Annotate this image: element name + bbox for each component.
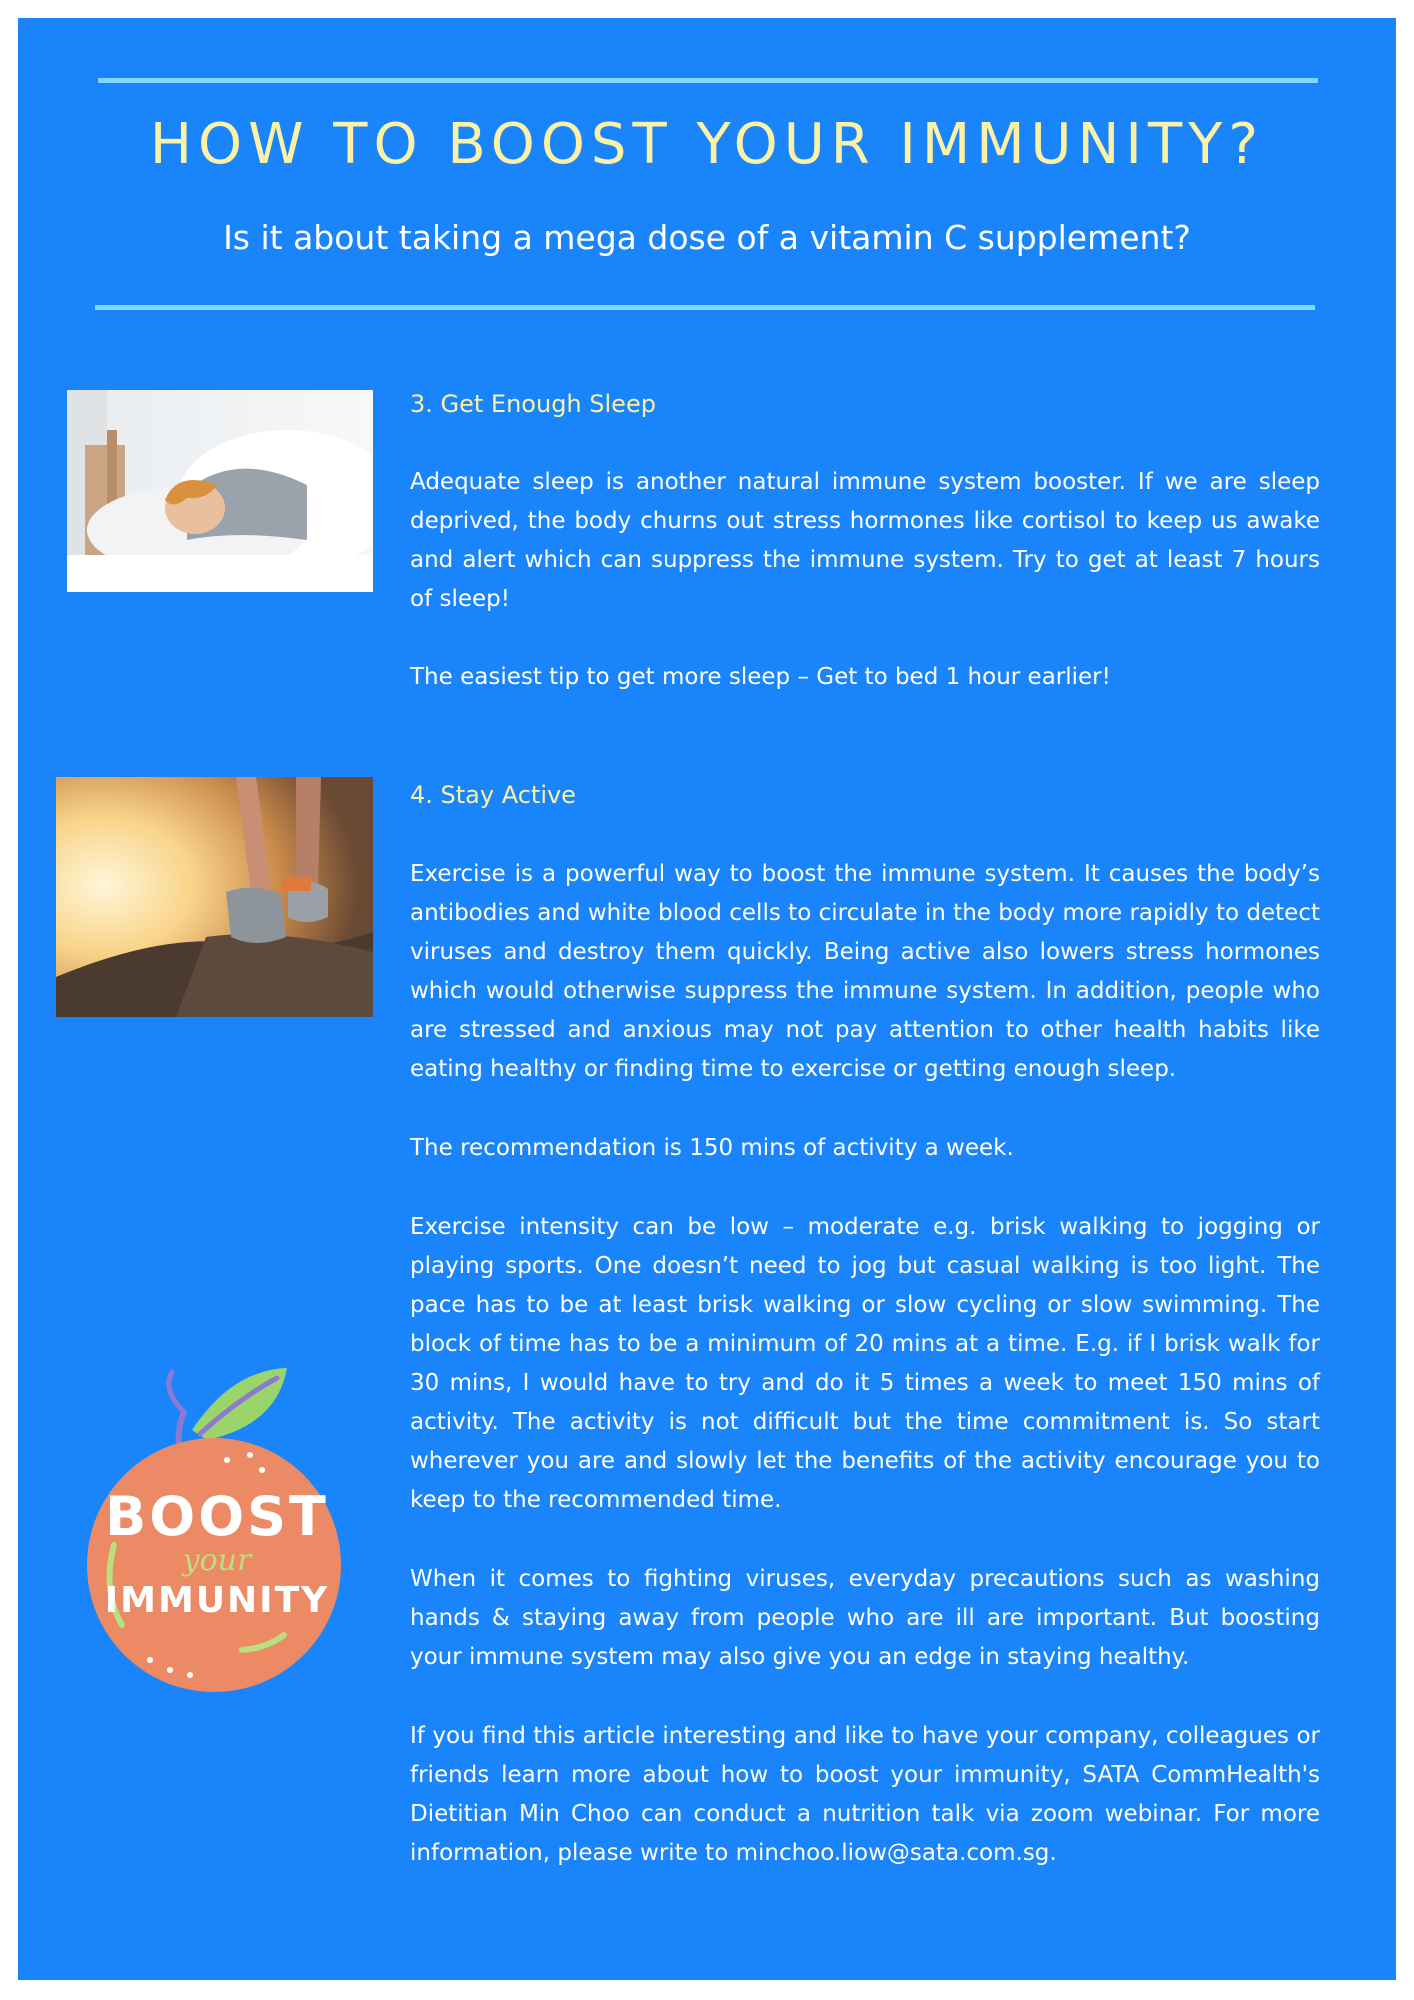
- section-sleep-heading: 3. Get Enough Sleep: [410, 390, 656, 418]
- top-divider: [98, 78, 1318, 83]
- page-title: HOW TO BOOST YOUR IMMUNITY?: [149, 112, 1265, 177]
- page-subtitle: Is it about taking a mega dose of a vitamin C supplement?: [223, 218, 1191, 257]
- boost-immunity-logo: [72, 1330, 362, 1700]
- section-active-contact-paragraph: If you find this article interesting and like to have your company, colleagues or friends learn more about how to boost your immunity, SATA CommHealth's Dietitian Min Choo can conduct a nutrition talk via zoom webinar. For more information, please write to minchoo.liow@sata.com.sg.: [410, 1723, 1320, 1866]
- logo-line-boost: BOOST: [105, 1485, 329, 1548]
- section-active-paragraph-1: Exercise is a powerful way to boost the immune system. It causes the body’s antibodies and white blood cells to circulate in the body more rapidly to detect viruses and destroy them quickly. Being active also lowers stress hormones which would otherwise suppress the immune system. In addition, people who are stressed and anxious may not pay attention to other health habits like eating healthy or finding time to exercise or getting enough sleep.: [410, 861, 1320, 1082]
- section-active-paragraph-4: When it comes to fighting viruses, everyday precautions such as washing hands & staying away from people who are ill are important. But boosting your immune system may also give you an edge in staying healthy.: [410, 1566, 1320, 1670]
- running-shoes-photo: [56, 777, 373, 1017]
- orange-fruit-icon: [72, 1330, 362, 1700]
- section-active-paragraph-3: Exercise intensity can be low – moderate e.g. brisk walking to jogging or playing sports. One doesn’t need to jog but casual walking is too light. The pace has to be at least brisk walking or slow cycling or slow swimming. The block of time has to be a minimum of 20 mins at a time. E.g. if I brisk walk for 30 mins, I would have to try and do it 5 times a week to meet 150 mins of activity. The activity is not difficult but the time commitment is. So start wherever you are and slowly let the benefits of the activity encourage you to keep to the recommended time.: [410, 1214, 1320, 1513]
- section-active-recommendation: The recommendation is 150 mins of activity a week.: [410, 1135, 1014, 1161]
- sleeping-woman-photo: [67, 390, 373, 592]
- logo-line-immunity: IMMUNITY: [104, 1580, 330, 1621]
- section-sleep-tip: The easiest tip to get more sleep – Get to bed 1 hour earlier!: [410, 664, 1111, 690]
- section-sleep-paragraph: Adequate sleep is another natural immune system booster. If we are sleep deprived, the body churns out stress hormones like cortisol to keep us awake and alert which can suppress the immune system. Try to get at least 7 hours of sleep!: [410, 469, 1320, 612]
- logo-line-your: your: [182, 1543, 252, 1578]
- header-bottom-divider: [95, 305, 1315, 310]
- section-active-heading: 4. Stay Active: [410, 781, 576, 809]
